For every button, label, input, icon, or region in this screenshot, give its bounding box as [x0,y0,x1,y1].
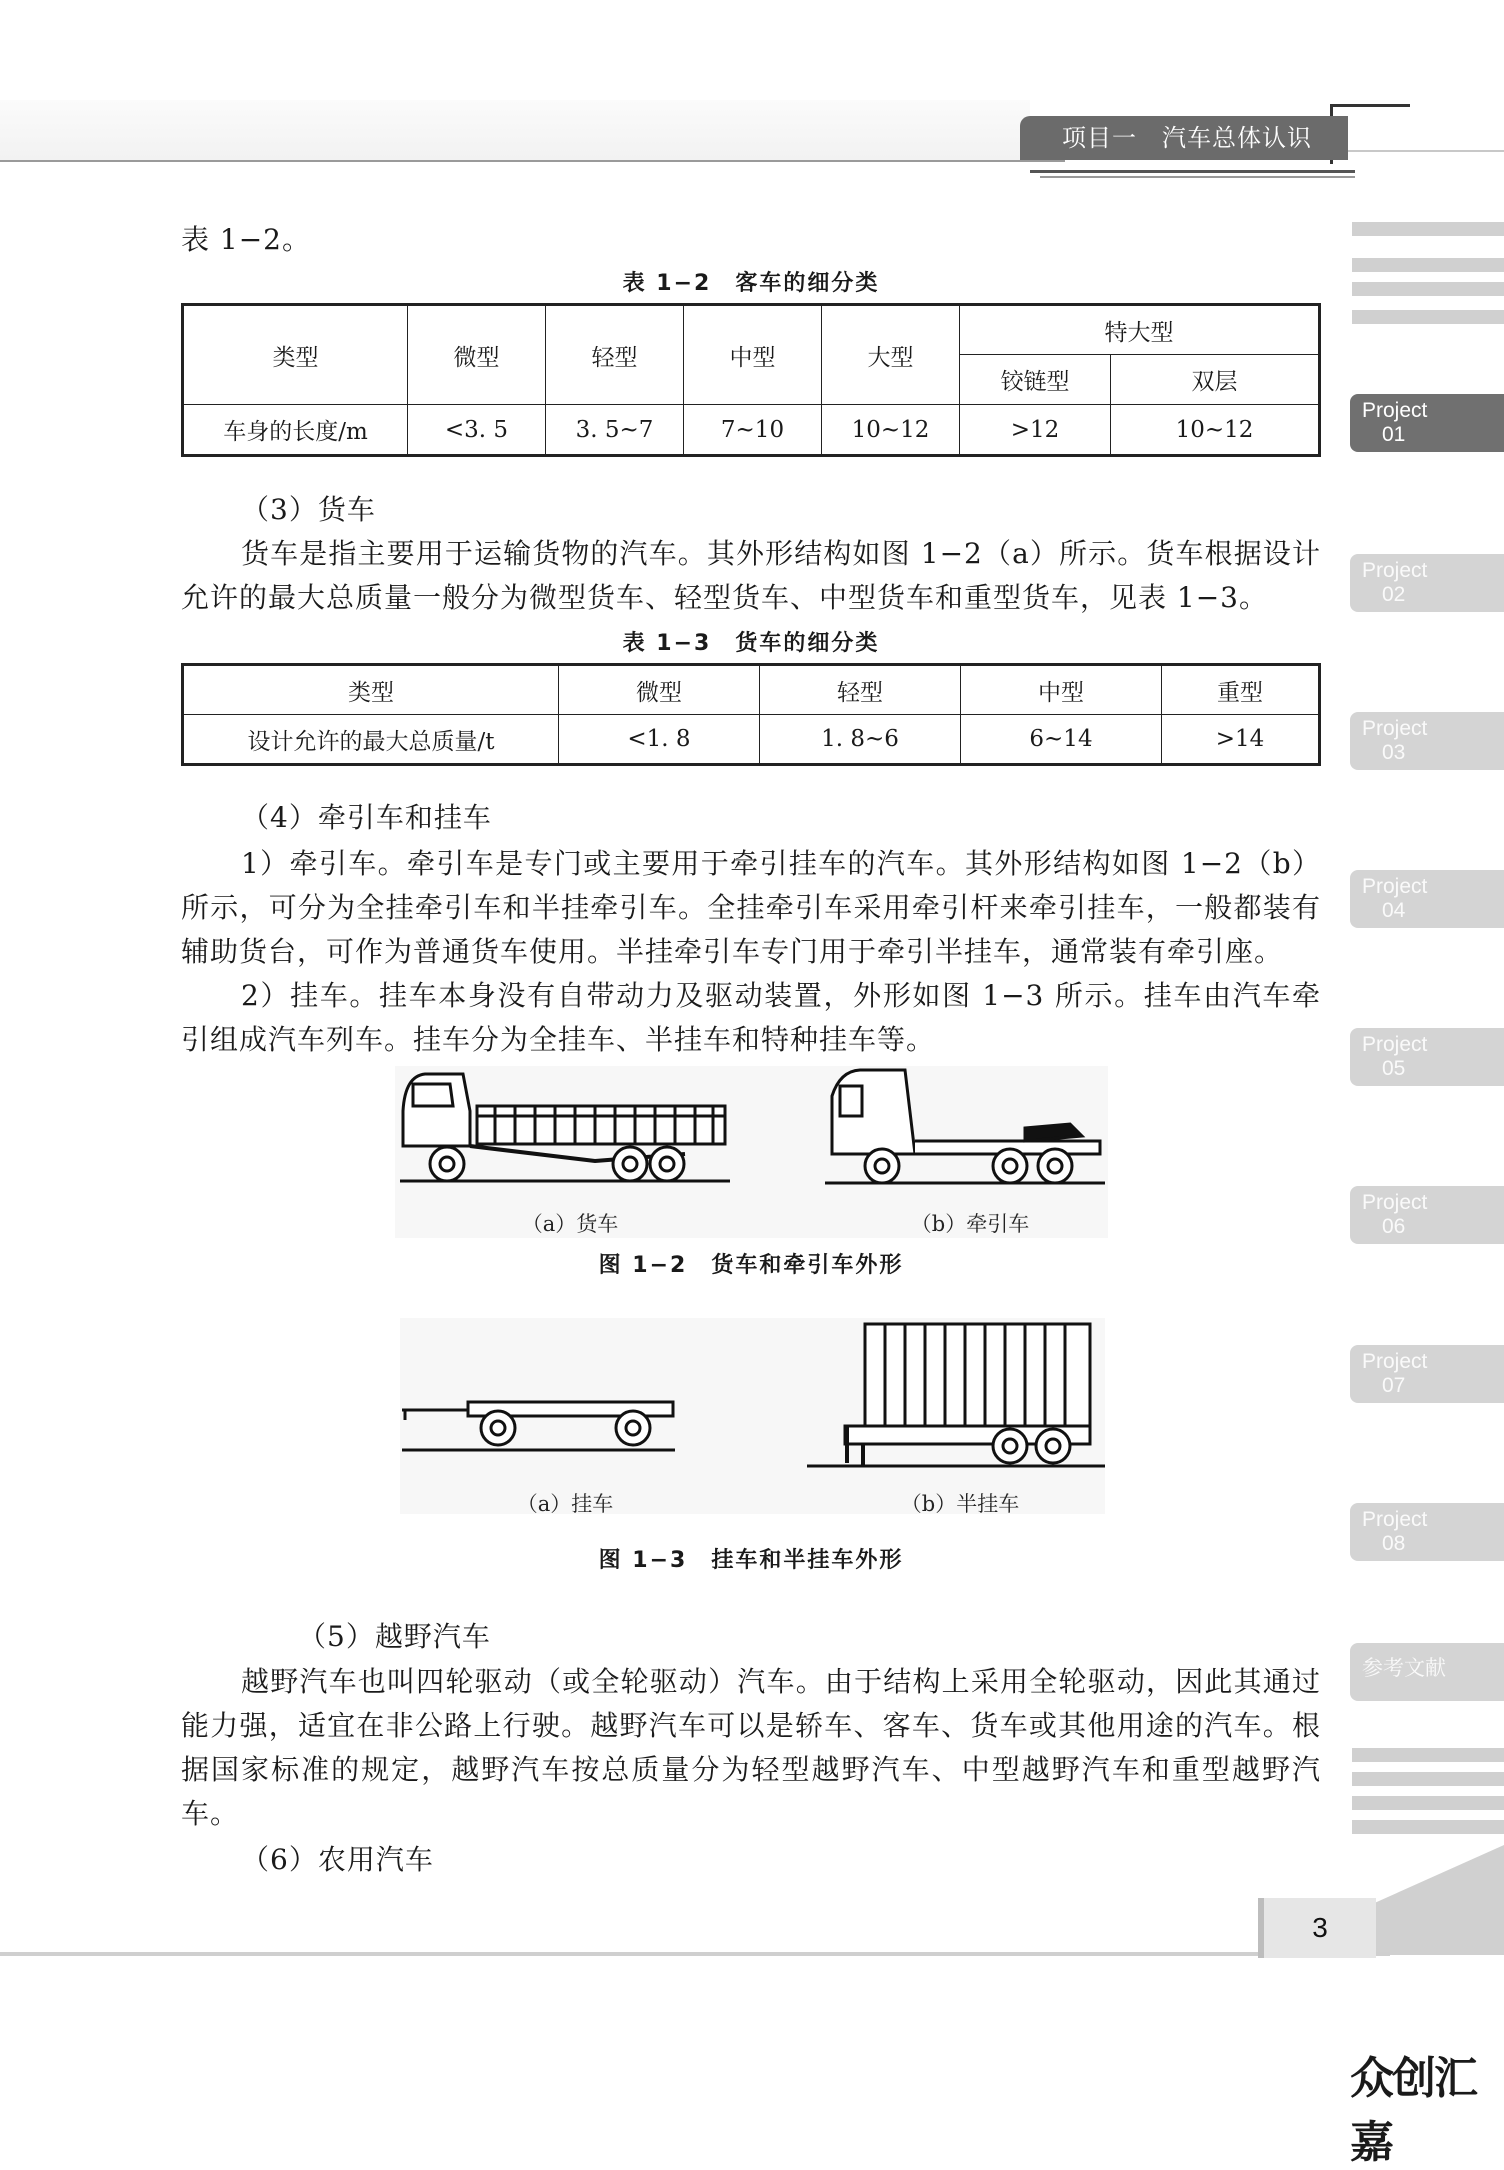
table-header-cell: 微型 [559,665,760,715]
table-1-3-caption: 表 1−3 货车的细分类 [622,631,880,656]
sidebar-tab-references[interactable]: 参考文献 [1350,1643,1504,1701]
table-header-cell: 中型 [684,305,822,405]
sidebar-stripe [1352,1748,1504,1762]
sidebar-wedge [1370,1845,1504,1955]
full-trailer-illustration [400,1390,680,1460]
sidebar-tab-project-05[interactable]: Project 05 [1350,1028,1504,1086]
sidebar-stripe [1352,310,1504,324]
table-header-cell: 铰链型 [960,355,1111,405]
table-header-cell: 轻型 [546,305,684,405]
table-1-2 [181,303,1321,457]
sidebar-stripe [1352,1772,1504,1786]
table-header-cell: 类型 [183,305,408,405]
table-header-cell: 重型 [1162,665,1320,715]
agri-heading: （6）农用汽车 [241,1843,434,1876]
table-1-2-caption: 表 1−2 客车的细分类 [622,271,880,296]
watermark-logo: 众创汇嘉 [1350,2053,1476,2168]
sidebar-tab-project-02[interactable]: Project 02 [1350,554,1504,612]
figure-1-2b-label: （b）牵引车 [910,1212,1030,1236]
cargo-truck-illustration [395,1066,735,1201]
table-cell: <3. 5 [408,405,546,456]
table-header-cell: 轻型 [760,665,961,715]
table-cell: 10~12 [822,405,960,456]
sidebar-tab-project-06[interactable]: Project 06 [1350,1186,1504,1244]
table-cell: <1. 8 [559,715,760,765]
chapter-underline [1030,170,1355,173]
table-header-cell: 双层 [1111,355,1320,405]
sidebar-stripe [1352,1796,1504,1810]
table-cell: 3. 5~7 [546,405,684,456]
sidebar-tab-project-03[interactable]: Project 03 [1350,712,1504,770]
page-number: 3 [1258,1898,1376,1958]
semi-trailer-illustration [805,1318,1110,1473]
table-header-cell: 类型 [183,665,559,715]
table-header-cell: 微型 [408,305,546,405]
chapter-title: 项目一 汽车总体认识 [1020,116,1348,160]
figure-1-3-caption: 图 1−3 挂车和半挂车外形 [598,1548,904,1573]
table-cell: >12 [960,405,1111,456]
header-rule [0,160,1065,162]
sidebar-stripe [1352,282,1504,296]
sidebar-tab-project-04[interactable]: Project 04 [1350,870,1504,928]
table-cell: 7~10 [684,405,822,456]
table-cell: >14 [1162,715,1320,765]
footer-rule [0,1952,1390,1956]
trailer-paragraph: 2）挂车。挂车本身没有自带动力及驱动装置，外形如图 1−3 所示。挂车由汽车牵引组成汽车列车。挂车分为全挂车、半挂车和特种挂车等。 [181,979,1321,1056]
table-row-label: 车身的长度/m [183,405,408,456]
header-band [0,100,1030,160]
truck-heading: （3）货车 [241,493,376,526]
table-1-3 [181,663,1321,766]
tractor-paragraph: 1）牵引车。牵引车是专门或主要用于牵引挂车的汽车。其外形结构如图 1−2（b）所示，可分为全挂牵引车和半挂牵引车。全挂牵引车采用牵引杆来牵引挂车，一般都装有辅助货台，可作为普通货车使用。半挂牵引车专门用于牵引半挂车，通常装有牵引座。 [181,847,1321,968]
chapter-underline-2 [1040,176,1355,178]
sidebar-stripe [1352,1820,1504,1834]
tractor-truck-illustration [820,1066,1110,1201]
intro-text: 表 1−2。 [181,223,311,256]
table-cell: 6~14 [961,715,1162,765]
sidebar-tab-project-01[interactable]: Project 01 [1350,394,1504,452]
table-header-cell: 大型 [822,305,960,405]
sidebar-stripe [1352,258,1504,272]
tractor-heading: （4）牵引车和挂车 [241,801,492,834]
sidebar-tab-project-07[interactable]: Project 07 [1350,1345,1504,1403]
sidebar-tab-project-08[interactable]: Project 08 [1350,1503,1504,1561]
figure-1-3a-label: （a）挂车 [516,1492,614,1516]
truck-paragraph: 货车是指主要用于运输货物的汽车。其外形结构如图 1−2（a）所示。货车根据设计允许的最大总质量一般分为微型货车、轻型货车、中型货车和重型货车，见表 1−3。 [181,537,1321,614]
table-cell: 10~12 [1111,405,1320,456]
offroad-heading: （5）越野汽车 [298,1620,491,1653]
table-header-cell: 中型 [961,665,1162,715]
figure-1-3b-label: （b）半挂车 [900,1492,1020,1516]
figure-1-2-caption: 图 1−2 货车和牵引车外形 [598,1253,904,1278]
sidebar-stripe [1352,222,1504,236]
offroad-paragraph: 越野汽车也叫四轮驱动（或全轮驱动）汽车。由于结构上采用全轮驱动，因此其通过能力强，适宜在非公路上行驶。越野汽车可以是轿车、客车、货车或其他用途的汽车。根据国家标准的规定，越野汽车按总质量分为轻型越野汽车、中型越野汽车和重型越野汽车。 [181,1665,1321,1830]
table-row-label: 设计允许的最大总质量/t [183,715,559,765]
table-header-cell: 特大型 [960,305,1320,355]
figure-1-2a-label: （a）货车 [521,1212,619,1236]
table-cell: 1. 8~6 [760,715,961,765]
